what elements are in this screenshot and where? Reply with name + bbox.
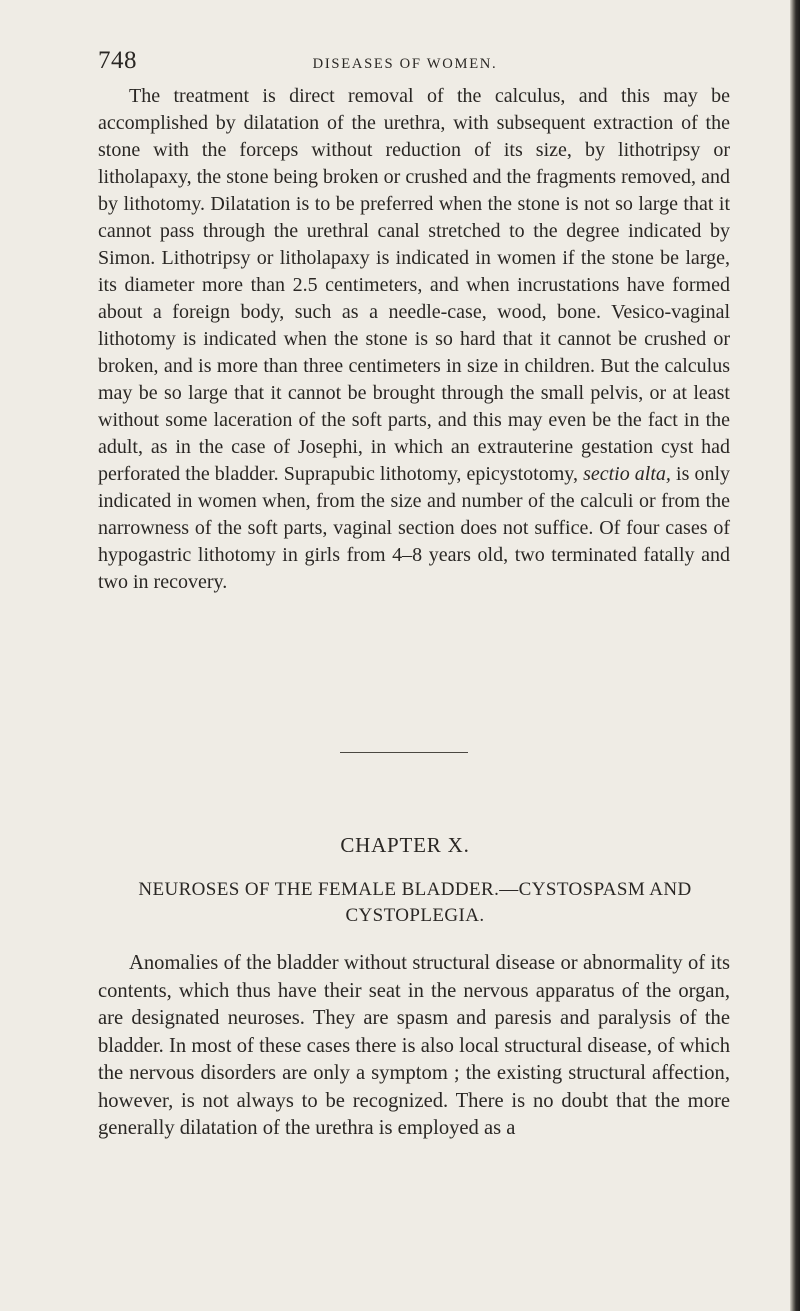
page-number: 748: [98, 47, 137, 74]
paragraph-text: is only indicated in women when, from the size and number of the calculi or from the narrowness of the soft parts, vaginal section does not suffice. Of four cases of hypogastric lithotomy in girls from 4–8 years old, two terminated fatally and two in recovery.: [98, 463, 730, 593]
chapter-subtitle: NEUROSES OF THE FEMALE BLADDER.—CYSTOSPASM AND CYSTOPLEGIA.: [138, 879, 692, 926]
paragraph-neuroses: Anomalies of the bladder without structural disease or abnormality of its contents, which thus have their seat in the nervous apparatus of the organ, are designated neuroses. They are spasm and paresis and paralysis of the bladder. In most of these cases there is also local structural disease, of which the nervous disorders are only a symptom ; the existing structural affection, however, is not always to be recognized. There is no doubt that the more generally dilatation of the urethra is employed as a: [98, 952, 730, 1139]
paragraph-text: The treatment is direct removal of the calculus, and this may be accomplished by dilatation of the urethra, with subsequent extraction of the stone with the forceps without reduction of its size, by lithotripsy or litholapaxy, the stone being broken or crushed and the fragments removed, and by lithotomy. Dilatation is to be preferred when the stone is not so large that it cannot pass through the urethral canal stretched to the degree indicated by Simon. Lithotripsy or litholapaxy is indicated in women if the stone be large, its diameter more than 2.5 centimeters, and when incrustations have formed about a foreign body, such as a needle-case, wood, bone. Vesico-vaginal lithotomy is indicated when the stone is so hard that it cannot be crushed or broken, and is more than three centimeters in size in children. But the calculus may be so large that it cannot be brought through the small pelvis, or at least without some laceration of the soft parts, and this may even be the fact in the adult, as in the case of Josephi, in which an extrauterine gestation cyst had perforated the bladder. Suprapubic lithotomy, epicystotomy,: [98, 85, 730, 485]
chapter-title: CHAPTER X.: [340, 833, 470, 857]
running-head: DISEASES OF WOMEN.: [312, 56, 498, 72]
italic-term: sectio alta,: [583, 463, 671, 485]
page-edge-shadow: [790, 0, 800, 1311]
section-divider: [340, 752, 468, 753]
paragraph-treatment: [98, 83, 730, 596]
